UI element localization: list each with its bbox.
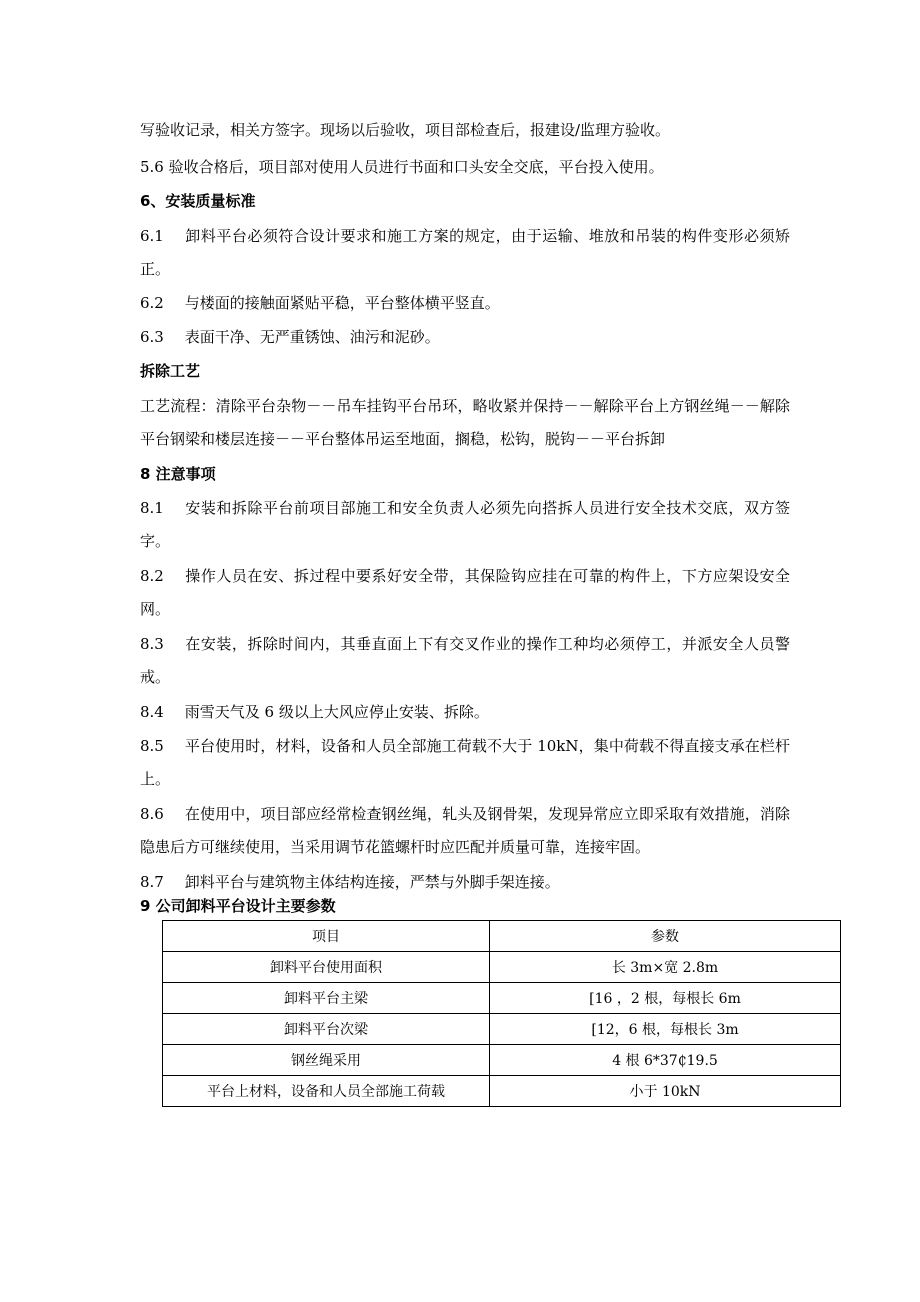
table-cell-item: 平台上材料，设备和人员全部施工荷载 <box>163 1076 490 1107</box>
item-number: 8.1 <box>140 499 164 517</box>
item-number: 8.2 <box>140 567 164 585</box>
table-header-parameter: 参数 <box>490 921 841 952</box>
item-text: 卸料平台与建筑物主体结构连接，严禁与外脚手架连接。 <box>184 873 560 891</box>
item-text: 表面干净、无严重锈蚀、油污和泥砂。 <box>184 328 440 346</box>
item-number: 8.4 <box>140 703 164 721</box>
paragraph-8-6 <box>140 798 790 864</box>
item-number: 8.3 <box>140 635 164 653</box>
table-cell-item: 钢丝绳采用 <box>163 1045 490 1076</box>
heading-section-8: 8 注意事项 <box>140 465 216 483</box>
paragraph-8-3 <box>140 628 790 694</box>
item-text: 平台使用时，材料，设备和人员全部施工荷载不大于 10kN，集中荷载不得直接支承在栏杆上。 <box>140 737 790 788</box>
item-number: 8.5 <box>140 737 164 755</box>
item-number: 6.1 <box>140 227 164 245</box>
item-text: 在安装，拆除时间内，其垂直面上下有交叉作业的操作工种均必须停工，并派安全人员警戒。 <box>140 635 790 686</box>
table-cell-item: 卸料平台主梁 <box>163 983 490 1014</box>
parameters-table <box>162 920 841 1107</box>
table-cell-parameter: 4 根 6*37₵19.5 <box>490 1045 841 1076</box>
paragraph-8-2 <box>140 560 790 626</box>
item-number: 6.3 <box>140 328 164 346</box>
item-number: 8.7 <box>140 873 164 891</box>
paragraph-6-1 <box>140 220 790 286</box>
table-cell-parameter: 长 3m×宽 2.8m <box>490 952 841 983</box>
paragraph-6-3 <box>140 321 790 354</box>
table-row <box>163 983 841 1014</box>
heading-dismantle: 拆除工艺 <box>140 362 201 380</box>
table-cell-item: 卸料平台次梁 <box>163 1014 490 1045</box>
table-row <box>163 1076 841 1107</box>
heading-section-9: 9 公司卸料平台设计主要参数 <box>140 897 336 915</box>
table-cell-parameter: 小于 10kN <box>490 1076 841 1107</box>
paragraph-8-4 <box>140 696 790 729</box>
table-row <box>163 1045 841 1076</box>
table-cell-item: 卸料平台使用面积 <box>163 952 490 983</box>
paragraph-8-5 <box>140 730 790 796</box>
paragraph-8-1 <box>140 492 790 558</box>
item-text: 在使用中，项目部应经常检查钢丝绳，轧头及钢骨架，发现异常应立即采取有效措施，消除隐患后方可继续使用，当采用调节花篮螺杆时应匹配并质量可靠，连接牢固。 <box>140 805 790 856</box>
table-header-row <box>163 921 841 952</box>
paragraph-6-2 <box>140 287 790 320</box>
table-cell-parameter: [12，6 根，每根长 3m <box>490 1014 841 1045</box>
table-cell-parameter: [16 ，2 根，每根长 6m <box>490 983 841 1014</box>
item-text: 安装和拆除平台前项目部施工和安全负责人必须先向搭拆人员进行安全技术交底，双方签字。 <box>140 499 790 550</box>
item-number: 8.6 <box>140 805 164 823</box>
table-row <box>163 1014 841 1045</box>
item-number: 6.2 <box>140 294 164 312</box>
paragraph-5-5-continued: 写验收记录，相关方签字。现场以后验收，项目部检查后，报建设/监理方验收。 <box>140 121 671 139</box>
table-row <box>163 952 841 983</box>
item-text: 与楼面的接触面紧贴平稳，平台整体横平竖直。 <box>184 294 500 312</box>
item-text: 卸料平台必须符合设计要求和施工方案的规定，由于运输、堆放和吊装的构件变形必须矫正。 <box>140 227 790 278</box>
paragraph-5-6: 5.6 验收合格后，项目部对使用人员进行书面和口头安全交底，平台投入使用。 <box>140 158 664 176</box>
item-text: 操作人员在安、拆过程中要系好安全带，其保险钩应挂在可靠的构件上，下方应架设安全网。 <box>140 567 790 618</box>
item-text: 雨雪天气及 6 级以上大风应停止安装、拆除。 <box>184 703 489 721</box>
table-header-item: 项目 <box>163 921 490 952</box>
paragraph-dismantle-process: 工艺流程：清除平台杂物－－吊车挂钩平台吊环，略收紧并保持－－解除平台上方钢丝绳－－解除平台钢梁和楼层连接－－平台整体吊运至地面，搁稳，松钩，脱钩－－平台拆卸 <box>140 397 790 448</box>
heading-section-6: 6、安装质量标准 <box>140 192 256 210</box>
